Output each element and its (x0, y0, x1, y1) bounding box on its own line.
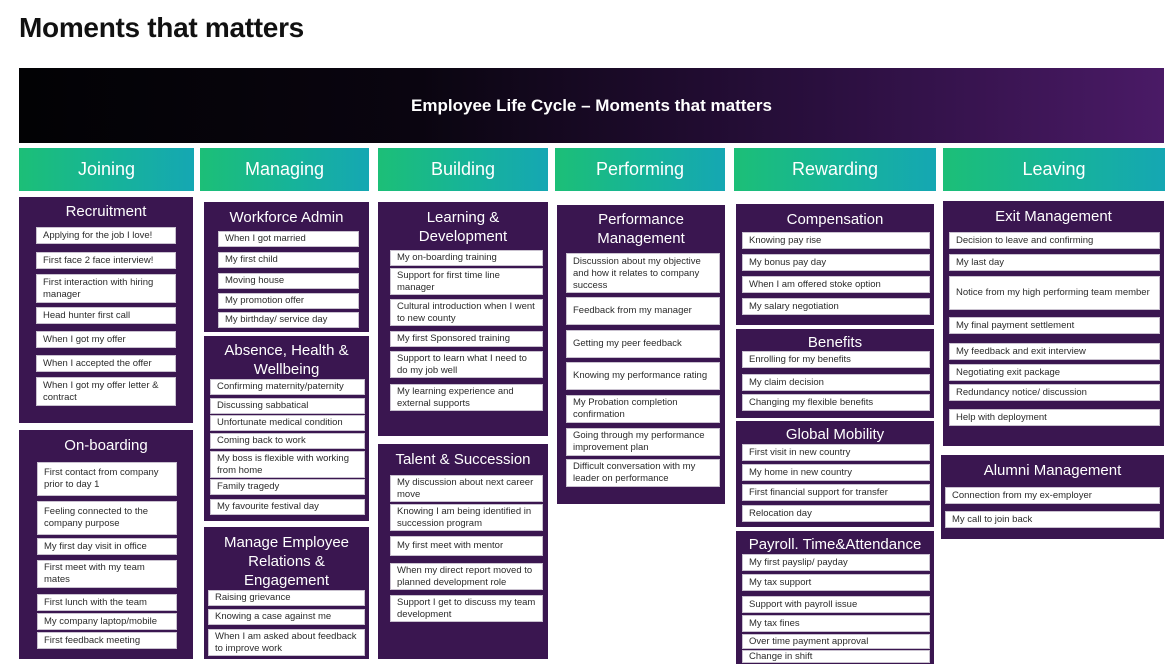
moment-item: My salary negotiation (742, 298, 930, 315)
moment-item: Change in shift (742, 650, 930, 663)
moment-item: My first payslip/ payday (742, 554, 930, 571)
moment-item: Notice from my high performing team member (949, 276, 1160, 310)
moment-item: Changing my flexible benefits (742, 394, 930, 411)
moment-item: When I got my offer letter & contract (36, 377, 176, 406)
group-learning-development (378, 202, 548, 436)
group-title: Learning & Development (418, 209, 508, 245)
group-exit-management (943, 201, 1164, 446)
moment-item: First meet with my team mates (37, 560, 177, 588)
moment-item: When my direct report moved to planned development role (390, 563, 543, 590)
stage-label: Managing (244, 159, 325, 179)
moment-item: Help with deployment (949, 409, 1160, 426)
moment-item: My on-boarding training (390, 250, 543, 266)
moment-item: First face 2 face interview! (36, 252, 176, 269)
moment-item: Going through my performance improvement plan (566, 428, 720, 456)
group-title: Benefits (807, 334, 863, 351)
moment-item: My bonus pay day (742, 254, 930, 271)
moment-item: When I accepted the offer (36, 355, 176, 372)
moment-item: My company laptop/mobile (37, 613, 177, 630)
moment-item: My first day visit in office (37, 538, 177, 555)
moment-item: First visit in new country (742, 444, 930, 461)
group-performance-management (557, 205, 725, 504)
moment-item: My boss is flexible with working from home (210, 451, 365, 478)
group-title: Performance Management (597, 211, 685, 247)
stage-label: Leaving (1022, 159, 1086, 179)
moment-item: My Probation completion confirmation (566, 395, 720, 423)
moment-item: My first Sponsored training (390, 331, 543, 347)
group-on-boarding (19, 430, 193, 659)
moment-item: Cultural introduction when I went to new county (390, 299, 543, 326)
stage-rewarding (734, 148, 936, 191)
stage-leaving (943, 148, 1165, 191)
moment-item: Connection from my ex-employer (945, 487, 1160, 504)
moment-item: Decision to leave and confirming (949, 232, 1160, 249)
stage-building (378, 148, 548, 191)
group-payroll-time-attendance (736, 531, 934, 664)
group-title: Global Mobility (785, 426, 885, 443)
moment-item: My final payment settlement (949, 317, 1160, 334)
moment-item: Head hunter first call (36, 307, 176, 324)
moment-item: My promotion offer (218, 293, 359, 309)
moment-item: My birthday/ service day (218, 312, 359, 328)
moment-item: Knowing a case against me (208, 609, 365, 625)
group-title: Compensation (786, 211, 884, 228)
group-title: Exit Management (995, 208, 1112, 225)
moment-item: Difficult conversation with my leader on performance (566, 459, 720, 487)
moment-item: First financial support for transfer (742, 484, 930, 501)
moment-item: First lunch with the team (37, 594, 177, 611)
moment-item: First interaction with hiring manager (36, 274, 176, 303)
group-title: Absence, Health & Wellbeing (224, 342, 349, 378)
moment-item: Knowing pay rise (742, 232, 930, 249)
moment-item: Feedback from my manager (566, 297, 720, 325)
moment-item: Over time payment approval (742, 634, 930, 649)
stage-label: Joining (77, 159, 136, 179)
group-alumni-management (941, 455, 1164, 539)
moment-item: When I am asked about feedback to improve work (208, 629, 365, 656)
moment-item: Moving house (218, 273, 359, 289)
moment-item: Support with payroll issue (742, 596, 930, 613)
banner-title: Employee Life Cycle – Moments that matters (411, 95, 772, 115)
group-title: Manage Employee Relations & Engagement (223, 534, 350, 589)
group-global-mobility (736, 421, 934, 527)
stage-label: Building (430, 159, 496, 179)
group-absence-health-wellbeing (204, 336, 369, 521)
moment-item: Support to learn what I need to do my job well (390, 351, 543, 378)
moment-item: Knowing my performance rating (566, 362, 720, 390)
moment-item: Enrolling for my benefits (742, 351, 930, 368)
moment-item: Discussing sabbatical (210, 398, 365, 414)
moment-item: My home in new country (742, 464, 930, 481)
group-title: On-boarding (64, 437, 148, 454)
moment-item: Raising grievance (208, 590, 365, 606)
moment-item: Unfortunate medical condition (210, 415, 365, 431)
stage-joining (19, 148, 194, 191)
moment-item: Relocation day (742, 505, 930, 522)
stage-label: Performing (595, 159, 685, 179)
moment-item: My favourite festival day (210, 499, 365, 515)
moment-item: When I got my offer (36, 331, 176, 348)
moment-item: Discussion about my objective and how it relates to company success (566, 253, 720, 293)
moment-item: Family tragedy (210, 479, 365, 495)
group-benefits (736, 329, 934, 418)
group-workforce-admin (204, 202, 369, 332)
group-title: Payroll. Time&Attendance (748, 536, 922, 553)
moment-item: My first meet with mentor (390, 536, 543, 556)
moment-item: My tax support (742, 574, 930, 591)
moment-item: My discussion about next career move (390, 475, 543, 502)
moment-item: Getting my peer feedback (566, 330, 720, 358)
moment-item: When I am offered stoke option (742, 276, 930, 293)
moment-item: Negotiating exit package (949, 364, 1160, 381)
stage-label: Rewarding (791, 159, 879, 179)
group-compensation (736, 204, 934, 325)
page-title: Moments that matters (19, 12, 304, 43)
moment-item: First feedback meeting (37, 632, 177, 649)
moment-item: When I got married (218, 231, 359, 247)
group-title: Workforce Admin (229, 209, 344, 226)
life-cycle-banner (19, 68, 1164, 143)
group-title: Talent & Succession (395, 451, 531, 468)
moment-item: My call to join back (945, 511, 1160, 528)
moment-item: Knowing I am being identified in succession program (390, 504, 543, 531)
moment-item: Redundancy notice/ discussion (949, 384, 1160, 401)
moment-item: Applying for the job I love! (36, 227, 176, 244)
group-title: Recruitment (65, 203, 147, 220)
group-employee-relations (204, 527, 369, 659)
moment-item: Coming back to work (210, 433, 365, 449)
moment-item: Feeling connected to the company purpose (37, 501, 177, 535)
moment-item: Support I get to discuss my team development (390, 595, 543, 622)
moment-item: Confirming maternity/paternity (210, 379, 365, 395)
moment-item: My last day (949, 254, 1160, 271)
moment-item: My first child (218, 252, 359, 268)
stage-performing (555, 148, 725, 191)
group-recruitment (19, 197, 193, 423)
moment-item: Support for first time line manager (390, 268, 543, 295)
moment-item: First contact from company prior to day 1 (37, 462, 177, 496)
moment-item: My claim decision (742, 374, 930, 391)
group-talent-succession (378, 444, 548, 659)
moment-item: My learning experience and external supports (390, 384, 543, 411)
moment-item: My tax fines (742, 615, 930, 632)
moment-item: My feedback and exit interview (949, 343, 1160, 360)
stage-managing (200, 148, 369, 191)
group-title: Alumni Management (983, 462, 1122, 479)
